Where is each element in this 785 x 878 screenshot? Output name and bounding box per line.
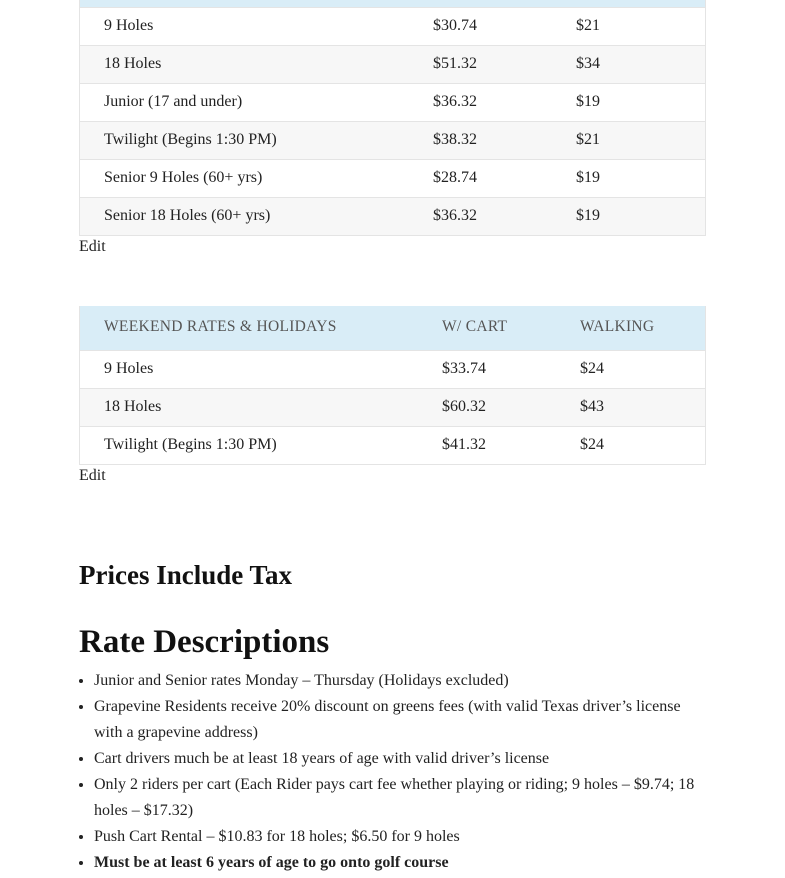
tax-heading: Prices Include Tax <box>79 560 293 590</box>
rate-label: Twilight (Begins 1:30 PM) <box>104 436 277 453</box>
rate-label: 18 Holes <box>104 55 162 72</box>
cart-price: $33.74 <box>442 360 486 377</box>
description-item: • Cart drivers much be at least 18 years of age with valid driver’s license <box>94 746 706 772</box>
edit-link[interactable]: Edit <box>79 467 106 484</box>
walking-price: $24 <box>580 360 604 377</box>
table-header-strip <box>80 0 705 7</box>
weekend-rates-table <box>79 306 706 465</box>
header-walking: WALKING <box>580 318 655 335</box>
table-row <box>80 388 705 426</box>
table-row <box>80 45 705 83</box>
description-item: • Junior and Senior rates Monday – Thursday (Holidays excluded) <box>94 668 706 694</box>
descriptions-list <box>94 668 706 876</box>
edit-link[interactable]: Edit <box>79 238 106 255</box>
descriptions-heading: Rate Descriptions <box>79 624 330 660</box>
description-item: • Must be at least 6 years of age to go onto golf course <box>94 850 706 876</box>
header-cart: W/ CART <box>442 318 508 335</box>
walking-price: $21 <box>576 131 600 148</box>
cart-price: $51.32 <box>433 55 477 72</box>
walking-price: $19 <box>576 207 600 224</box>
table-row <box>80 350 705 388</box>
rate-label: 18 Holes <box>104 398 162 415</box>
table-row <box>80 197 705 235</box>
walking-price: $19 <box>576 93 600 110</box>
table-row <box>80 83 705 121</box>
walking-price: $24 <box>580 436 604 453</box>
walking-price: $34 <box>576 55 600 72</box>
walking-price: $21 <box>576 17 600 34</box>
walking-price: $19 <box>576 169 600 186</box>
table-header <box>80 306 705 350</box>
description-item: • Push Cart Rental – $10.83 for 18 holes; $6.50 for 9 holes <box>94 824 706 850</box>
walking-price: $43 <box>580 398 604 415</box>
cart-price: $28.74 <box>433 169 477 186</box>
rate-label: 9 Holes <box>104 17 154 34</box>
weekday-rates-table <box>79 0 706 236</box>
table-row <box>80 121 705 159</box>
cart-price: $30.74 <box>433 17 477 34</box>
header-label: WEEKEND RATES & HOLIDAYS <box>104 318 337 335</box>
cart-price: $36.32 <box>433 207 477 224</box>
cart-price: $36.32 <box>433 93 477 110</box>
cart-price: $41.32 <box>442 436 486 453</box>
cart-price: $38.32 <box>433 131 477 148</box>
rate-label: Twilight (Begins 1:30 PM) <box>104 131 277 148</box>
rate-label: Junior (17 and under) <box>104 93 243 110</box>
description-item: • Only 2 riders per cart (Each Rider pays cart fee whether playing or riding; 9 holes – $9.74; 18 holes – $17.32) <box>94 772 706 824</box>
table-row <box>80 426 705 464</box>
rate-label: Senior 18 Holes (60+ yrs) <box>104 207 271 224</box>
rate-label: Senior 9 Holes (60+ yrs) <box>104 169 263 186</box>
rate-label: 9 Holes <box>104 360 154 377</box>
table-row <box>80 159 705 197</box>
description-item: • Grapevine Residents receive 20% discount on greens fees (with valid Texas driver’s license with a grapevine address) <box>94 694 706 746</box>
cart-price: $60.32 <box>442 398 486 415</box>
table-row <box>80 7 705 45</box>
